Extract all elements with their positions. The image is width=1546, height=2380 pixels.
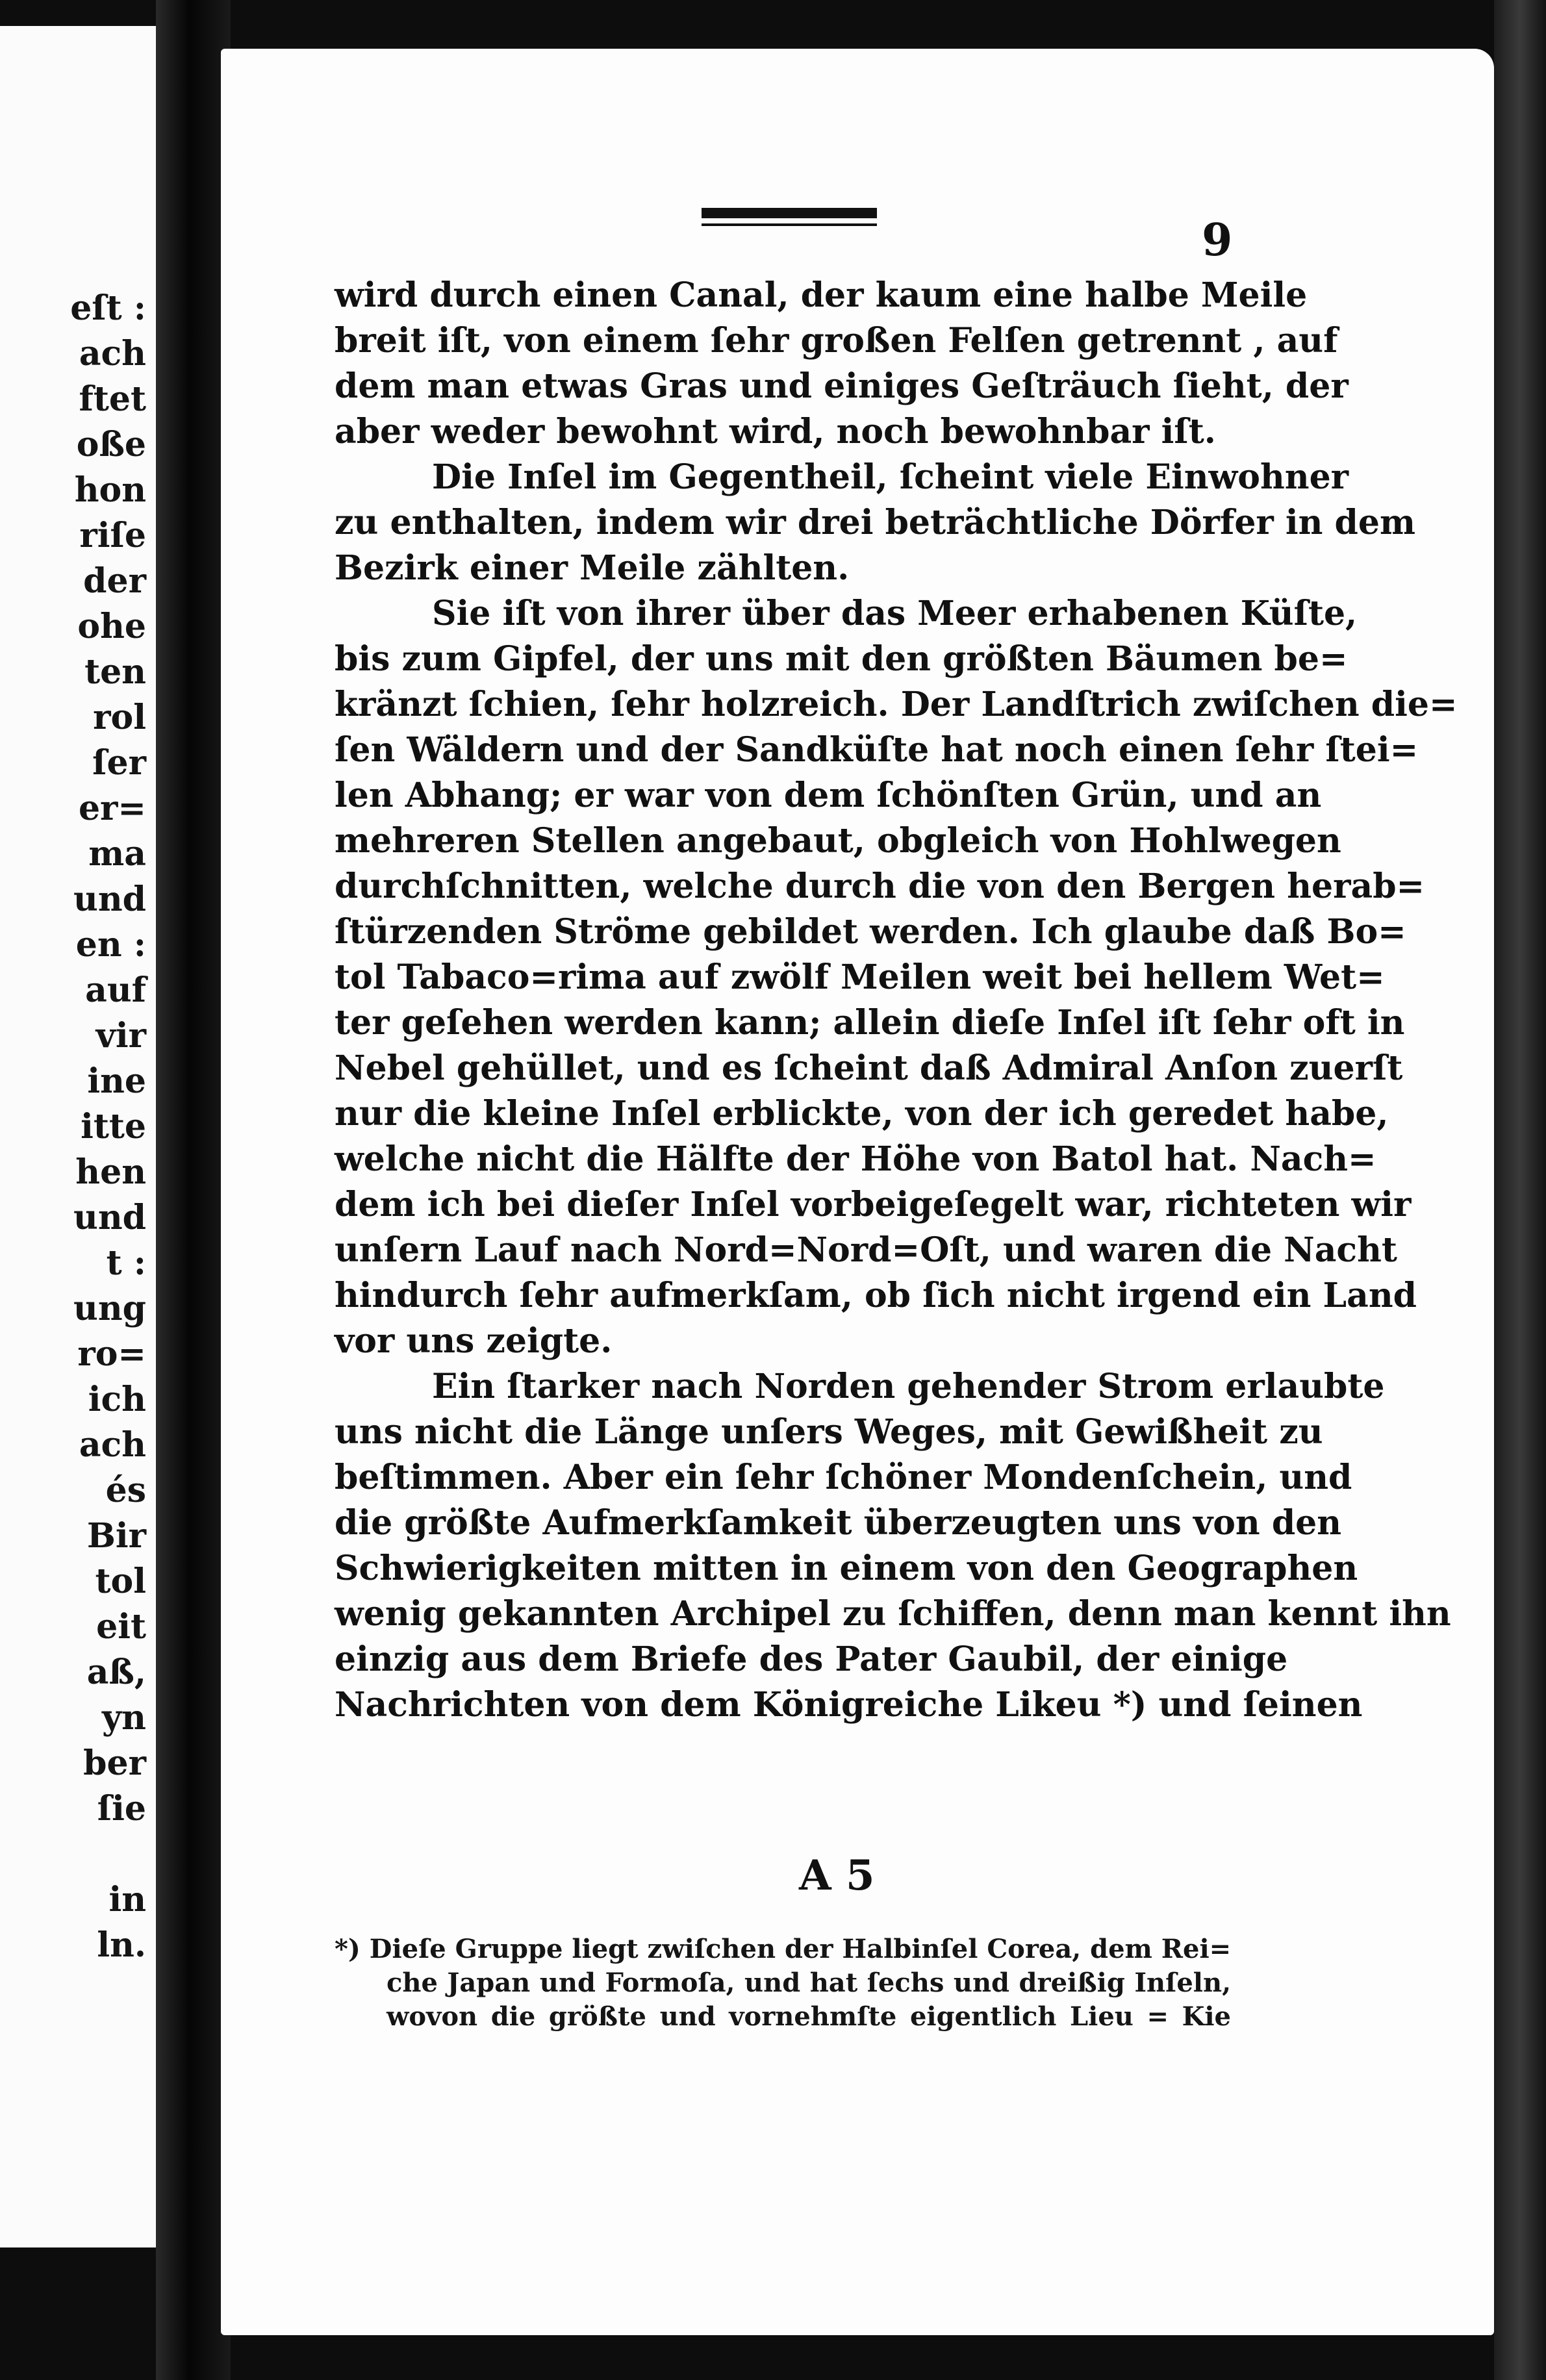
left-line-fragment: ung [73,1289,146,1328]
text-line: wird durch einen Canal, der kaum eine halbe Meile [335,275,1308,315]
page-edge-shadow [1494,0,1546,2380]
footnote-line: wovon die größte und vornehmſte eigentlich Lieu = Kie [386,2001,1231,2032]
left-line-fragment: Bir [86,1516,146,1556]
text-line: uns nicht die Länge unſers Weges, mit Gewißheit zu [335,1412,1323,1452]
left-line-fragment: ln. [97,1925,146,1965]
left-line-fragment: ten [84,652,146,692]
text-line: wenig gekannten Archipel zu ſchiffen, denn man kennt ihn [335,1594,1451,1634]
text-line: ter geſehen werden kann; allein dieſe Inſel iſt ſehr oft in [335,1003,1405,1043]
left-line-fragment: en : [75,925,146,965]
left-line-fragment: der [83,561,146,601]
left-line-fragment: hon [74,470,146,510]
text-line: kränzt ſchien, ſehr holzreich. Der Landſtrich zwiſchen die= [335,685,1458,724]
left-line-fragment: t : [106,1243,146,1283]
left-line-fragment: aß, [86,1652,146,1692]
text-line: bis zum Gipfel, der uns mit den größten Bäumen be= [335,639,1348,679]
left-facing-page [0,26,156,2247]
left-line-fragment: ro= [77,1334,146,1374]
text-line: len Abhang; er war von dem ſchönſten Grün, und an [335,776,1322,815]
left-line-fragment: riſe [79,516,146,555]
left-line-fragment: ma [88,834,146,874]
left-line-fragment: ach [79,334,146,373]
text-line: zu enthalten, indem wir drei beträchtliche Dörfer in dem [335,503,1416,542]
footnote [335,1932,1231,2034]
text-line: aber weder bewohnt wird, noch bewohnbar iſt. [335,412,1216,451]
text-line: breit iſt, von einem ſehr großen Felſen getrennt , auf [335,321,1338,361]
left-line-fragment: ich [88,1380,146,1419]
left-line-fragment: hen [75,1152,146,1192]
left-line-fragment: in [108,1880,146,1919]
left-line-fragment: ohe [77,607,146,646]
left-line-fragment: ine [87,1061,146,1101]
text-line: Bezirk einer Meile zählten. [335,548,850,588]
left-line-fragment: er= [78,789,146,828]
text-line: nur die kleine Inſel erblickte, von der ich geredet habe, [335,1094,1389,1133]
text-line: hindurch ſehr aufmerkſam, ob ſich nicht irgend ein Land [335,1276,1417,1315]
body-text [335,273,1458,1728]
text-line: ſtürzenden Ströme gebildet werden. Ich glaube daß Bo= [335,912,1406,952]
text-line: dem ich bei dieſer Inſel vorbeigeſegelt war, richteten wir [335,1185,1412,1224]
text-line: ſen Wäldern und der Sandküſte hat noch einen ſehr ſtei= [335,730,1419,770]
left-line-fragment: ftet [79,379,146,419]
left-line-fragment: tol [95,1562,146,1601]
left-line-fragment: ſer [92,743,146,783]
text-line: Nachrichten von dem Königreiche Likeu *) und ſeinen [335,1685,1363,1725]
header-rule [702,208,877,218]
text-line: Nebel gehüllet, und es ſcheint daß Admiral Anſon zuerſt [335,1048,1403,1088]
left-page-line-endings [0,286,146,1968]
signature-mark: A 5 [799,1851,875,1900]
text-line: Sie iſt von ihrer über das Meer erhabenen Küſte, [432,594,1358,633]
left-line-fragment: rol [93,698,146,737]
left-line-fragment: und [73,1198,146,1237]
text-line: Ein ſtarker nach Norden gehender Strom erlaubte [432,1367,1385,1406]
left-line-fragment: yn [101,1698,146,1738]
page-number: 9 [1202,214,1233,266]
text-line: Die Inſel im Gegentheil, ſcheint viele Einwohner [432,457,1349,497]
left-line-fragment: ach [79,1425,146,1465]
footnote-line: che Japan und Formoſa, und hat ſechs und dreißig Inſeln, [386,1968,1231,1998]
left-line-fragment: und [73,880,146,919]
left-line-fragment: és [105,1471,146,1510]
left-line-fragment: eſt : [70,288,146,328]
text-line: Schwierigkeiten mitten in einem von den Geographen [335,1549,1358,1588]
text-line: vor uns zeigte. [335,1321,613,1361]
text-line: die größte Aufmerkſamkeit überzeugten uns von den [335,1503,1342,1543]
text-line: dem man etwas Gras und einiges Geſträuch ſieht, der [335,366,1349,406]
text-line: mehreren Stellen angebaut, obgleich von Hohlwegen [335,821,1341,861]
text-line: beſtimmen. Aber ein ſehr ſchöner Mondenſchein, und [335,1458,1352,1497]
text-line: tol Tabaco=rima auf zwölf Meilen weit bei hellem Wet= [335,957,1385,997]
left-line-fragment: eit [96,1607,146,1647]
left-line-fragment [0,1832,146,1877]
left-line-fragment: auf [85,970,146,1010]
left-line-fragment: oße [76,425,146,464]
text-line: welche nicht die Hälfte der Höhe von Batol hat. Nach= [335,1139,1376,1179]
text-line: durchſchnitten, welche durch die von den Bergen herab= [335,867,1425,906]
footnote-line: *) Dieſe Gruppe liegt zwiſchen der Halbinſel Corea, dem Rei= [335,1934,1232,1964]
left-line-fragment: vir [95,1016,146,1056]
left-line-fragment: itte [81,1107,146,1146]
text-line: einzig aus dem Briefe des Pater Gaubil, der einige [335,1639,1288,1679]
text-line: unſern Lauf nach Nord=Nord=Oſt, und waren die Nacht [335,1230,1397,1270]
left-line-fragment: ber [83,1743,146,1783]
left-line-fragment: ſie [97,1789,146,1829]
book-gutter [156,0,231,2380]
